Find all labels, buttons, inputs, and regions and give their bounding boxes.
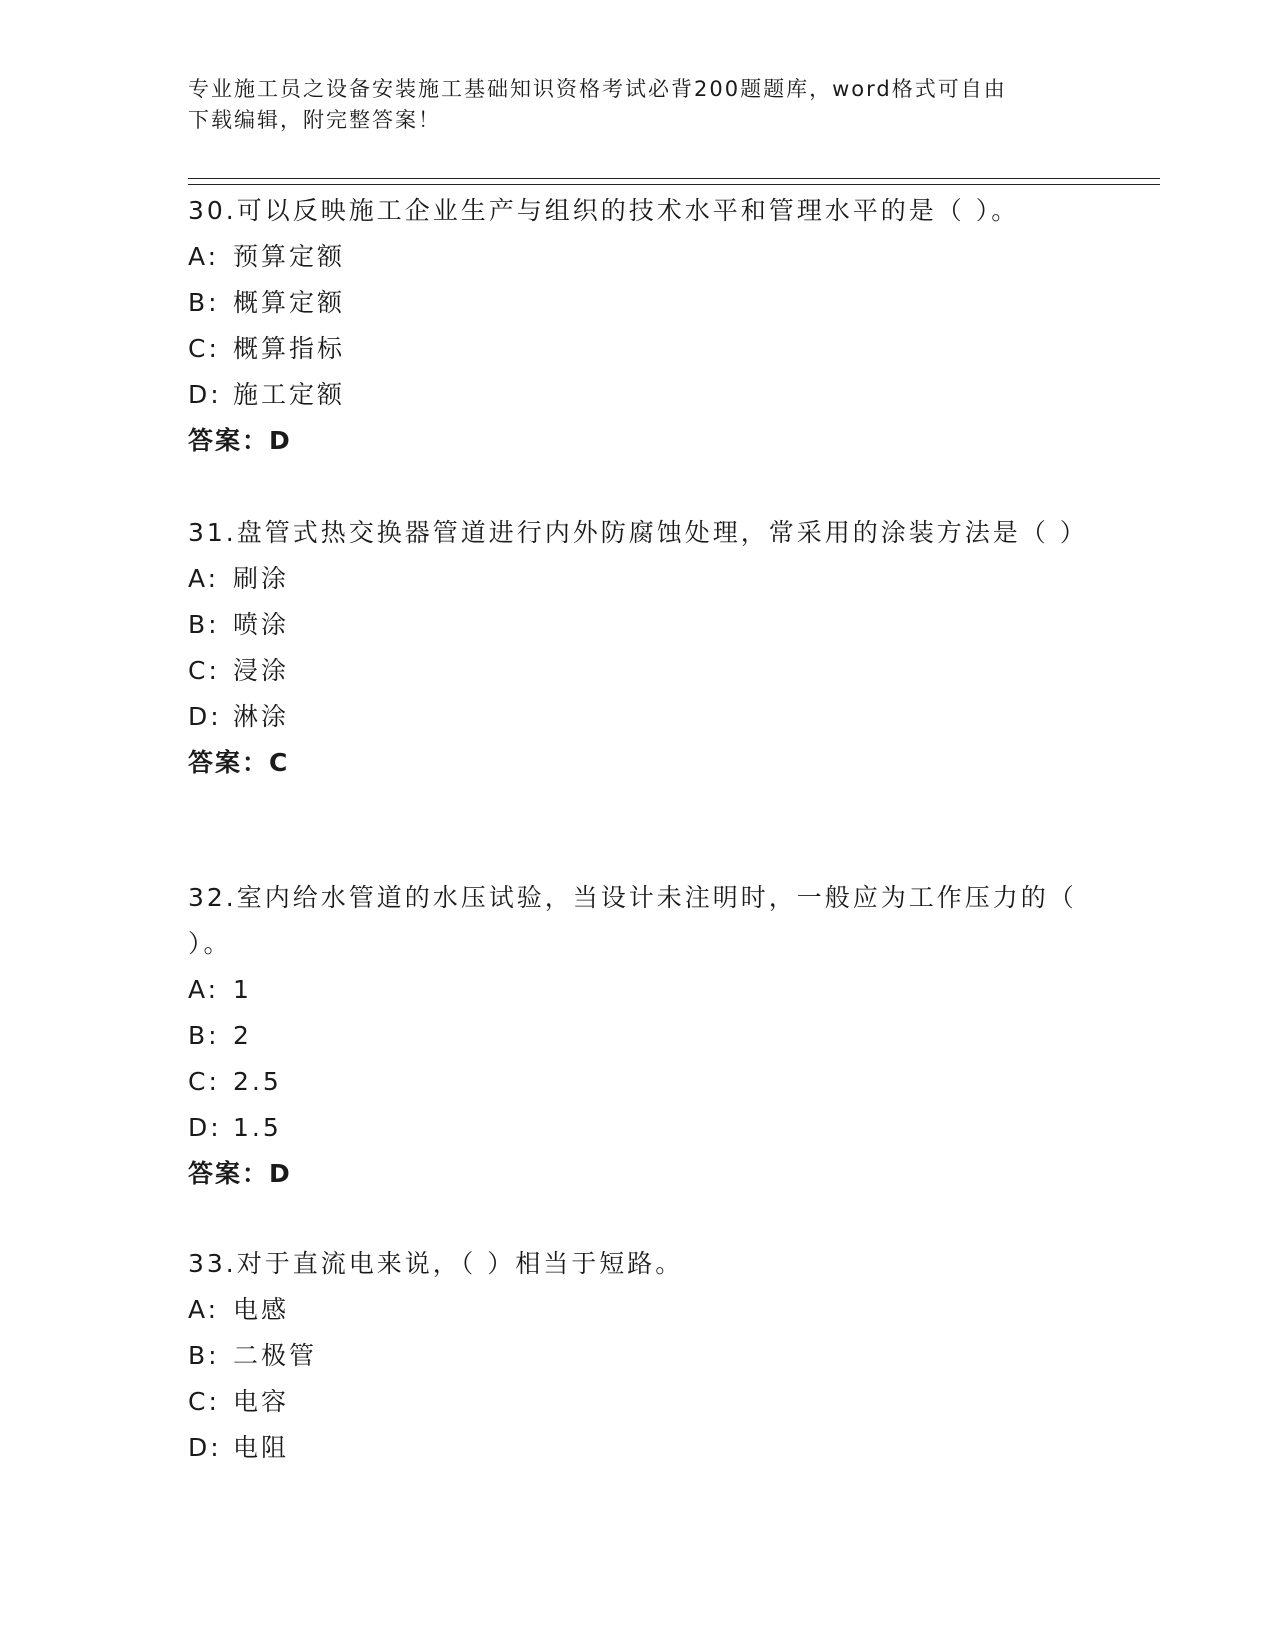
option-text: 电容 — [233, 1387, 290, 1416]
option-text: 电感 — [233, 1295, 290, 1324]
option-label: A: — [188, 564, 220, 593]
option-c — [188, 326, 1088, 372]
option-b — [188, 280, 1088, 326]
option-label: A: — [188, 1295, 220, 1324]
option-text: 1 — [233, 975, 252, 1004]
option-text: 预算定额 — [233, 242, 346, 271]
option-text: 2 — [233, 1021, 252, 1050]
option-label: A: — [188, 242, 220, 271]
option-d — [188, 1425, 1088, 1471]
question-stem: 31.盘管式热交换器管道进行内外防腐蚀处理，常采用的涂装方法是（ ） — [188, 518, 1088, 547]
option-b — [188, 1333, 1088, 1379]
header-divider-bottom — [188, 184, 1160, 185]
answer-text: 答案：D — [188, 1159, 292, 1188]
option-d — [188, 694, 1088, 740]
option-label: B: — [188, 288, 220, 317]
option-a — [188, 1287, 1088, 1333]
option-text: 喷涂 — [233, 610, 290, 639]
answer-text: 答案：C — [188, 748, 290, 777]
option-label: D: — [188, 380, 222, 409]
header-line-2: 下载编辑，附完整答案！ — [188, 108, 441, 132]
header-line-1: 专业施工员之设备安装施工基础知识资格考试必背200题题库，word格式可自由 — [188, 77, 1007, 101]
option-label: B: — [188, 1341, 220, 1370]
option-label: C: — [188, 1067, 220, 1096]
question-33 — [188, 1241, 1088, 1471]
option-d — [188, 1105, 1088, 1151]
option-text: 淋涂 — [233, 702, 290, 731]
option-text: 电阻 — [233, 1433, 290, 1462]
question-32 — [188, 875, 1088, 1197]
option-c — [188, 648, 1088, 694]
option-text: 概算指标 — [233, 334, 346, 363]
option-c — [188, 1059, 1088, 1105]
option-label: D: — [188, 1433, 222, 1462]
option-label: D: — [188, 702, 222, 731]
option-text: 施工定额 — [233, 380, 346, 409]
question-stem: 30.可以反映施工企业生产与组织的技术水平和管理水平的是（ ）。 — [188, 196, 1020, 225]
option-text: 浸涂 — [233, 656, 290, 685]
option-text: 概算定额 — [233, 288, 346, 317]
option-text: 1.5 — [233, 1113, 282, 1142]
option-label: B: — [188, 610, 220, 639]
option-label: C: — [188, 1387, 220, 1416]
option-d — [188, 372, 1088, 418]
header-divider-top — [188, 178, 1160, 179]
option-b — [188, 602, 1088, 648]
question-stem: 32.室内给水管道的水压试验，当设计未注明时，一般应为工作压力的（ ）。 — [188, 883, 1077, 958]
option-c — [188, 1379, 1088, 1425]
option-label: D: — [188, 1113, 222, 1142]
option-label: C: — [188, 334, 220, 363]
option-text: 二极管 — [233, 1341, 318, 1370]
option-label: C: — [188, 656, 220, 685]
option-label: B: — [188, 1021, 220, 1050]
option-a — [188, 556, 1088, 602]
option-a — [188, 967, 1088, 1013]
option-label: A: — [188, 975, 220, 1004]
document-header — [188, 74, 1068, 136]
question-stem: 33.对于直流电来说，（ ）相当于短路。 — [188, 1249, 684, 1278]
answer-text: 答案：D — [188, 426, 292, 455]
option-a — [188, 234, 1088, 280]
option-text: 2.5 — [233, 1067, 282, 1096]
option-b — [188, 1013, 1088, 1059]
option-text: 刷涂 — [233, 564, 290, 593]
question-31 — [188, 510, 1088, 786]
question-30 — [188, 188, 1088, 464]
